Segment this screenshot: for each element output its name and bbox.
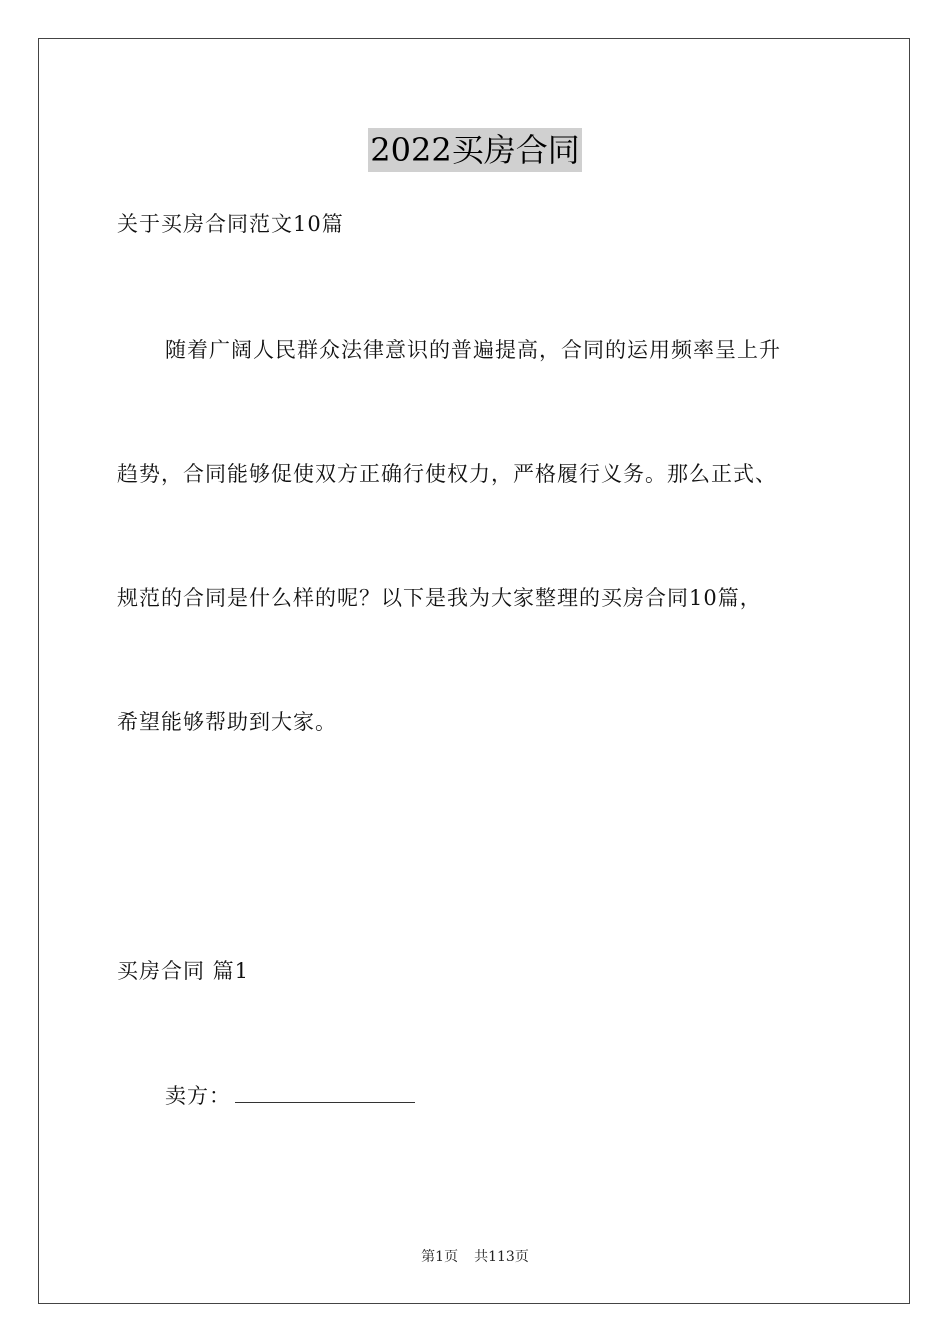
document-title-wrapper <box>0 128 950 178</box>
intro-line-1: 随着广阔人民群众法律意识的普遍提高，合同的运用频率呈上升 <box>165 338 781 362</box>
page-total: 共113页 <box>474 1249 529 1265</box>
seller-label: 卖方： <box>165 1084 231 1108</box>
seller-blank-line <box>235 1082 415 1103</box>
document-subtitle: 关于买房合同范文10篇 <box>117 212 344 236</box>
page-number: 第1页 <box>421 1249 459 1265</box>
document-title: 2022买房合同 <box>368 128 581 172</box>
page-footer <box>0 1247 950 1267</box>
intro-line-3: 规范的合同是什么样的呢？以下是我为大家整理的买房合同10篇， <box>117 586 762 610</box>
intro-line-4: 希望能够帮助到大家。 <box>117 710 337 734</box>
seller-field <box>165 1081 415 1111</box>
intro-line-2: 趋势，合同能够促使双方正确行使权力，严格履行义务。那么正式、 <box>117 462 777 486</box>
section-heading: 买房合同 篇1 <box>117 959 250 983</box>
